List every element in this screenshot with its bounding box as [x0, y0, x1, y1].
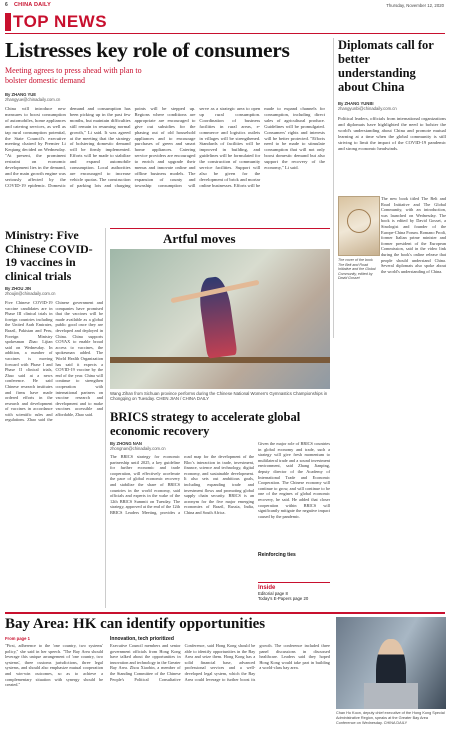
- ministry-divider: [105, 228, 106, 608]
- diplomats-headline: Diplomats call for better understanding about China: [338, 38, 434, 94]
- brics-body: The BRICS strategy for economic partnership until 2025, a key guideline for further economic and trade cooperation, will effectively accelerate the pace of global economic recovery and stabilize the share of BRICS countries in the world economy, said officials and experts in the wake of the 12th BRICS Summit on Tuesday. The strategy, approved at the end of the 12th BRICS Leaders Meeting, provides a road map for the development of the Bloc's interaction in trade, investment, finance, science and technology, digital economy, and sustainable development. It also sets out ambitious goals, including expanding trade and investment flows and promoting global supply chain security. BRICS is an acronym for the five major emerging economies of Brazil, Russia, India, China and South Africa.: [110, 454, 254, 515]
- bayarea-body-2: Executive Council members and senior government officials from Hong Kong have talked about the opportunities in innovation and technology in the Greater Bay Area. Zhou Xiaobin, a member of the Standing Committee of the Chinese People's Political Consultative Conference, said Hong Kong should be able to identify opportunities in the Bay Area and seize them. Hong Kong has a solid financial base, advanced professional services and a well-developed legal system, which the Bay Area could leverage to further boost its growth. The conference included three panel discussions in discussed healthcare. Leaders said they hoped Hong Kong would take part in building a world-class bay area.: [110, 643, 330, 682]
- brics-body-3: [258, 560, 330, 580]
- diplomats-divider: [333, 38, 334, 338]
- byline-email: zhongnan@chinadaily.com.cn: [110, 446, 166, 452]
- brics-body-2: Given the major role of BRICS countries in global economy and trade, such a strategy will give fresh momentum to multilateral trade and a sound investment environment, said Zhang Jianping, deputy director of the Academy of International Trade and Economic Cooperation. The Chinese economy will continue to grow, and will continue to be one of the engines of global economic recovery, he said. He added that closer cooperation within BRICS will significantly mitigate the negative impact caused by the pandemic.: [258, 441, 330, 519]
- byline-name: By ZHANG YUE: [5, 92, 37, 97]
- inside-label: Inside: [258, 585, 276, 591]
- brics-byline: [110, 441, 180, 451]
- podium: [364, 683, 418, 709]
- diplomats-body: Political leaders, officials from international organizations and diplomats have highlighted the need to bolster the world's understanding about China and promote mutual learning at a time when the global community is still striving to limit the impact of the COVID-19 pandemic and strong economic headwinds.: [338, 116, 446, 151]
- lead-byline: [5, 92, 65, 102]
- diplomats-byline: [338, 101, 446, 111]
- diplomats-continued: [338, 340, 446, 608]
- inside-box: [258, 582, 330, 608]
- inside-rule: [258, 582, 330, 583]
- artful-caption: Wang Zihan from Sichuan province performs during the Chinese National Women's Gymnastics Championships in Chongqing on Tuesday. CHEN JIAN / CHINA DAILY: [110, 391, 328, 402]
- artful-label: Artful moves: [163, 231, 236, 246]
- diplomats-body-2: The new book titled The Belt and Road Initiative and The Global Community, with an introduction, was launched on Wednesday. The book is edited by David Gosset, a Sinologist and founder of the Europe-China Forum. Romano Prodi, former Italian prime minister and former president of the European Commission, said in the video link during the book's online release that people should understand China. Several diplomats also spoke about the world's understanding of China.: [381, 196, 446, 274]
- artful-rule: [110, 228, 330, 229]
- bayarea-from: From page 1: [5, 636, 30, 641]
- byline-name: By ZHANG YUNBI: [338, 101, 374, 106]
- inside-item[interactable]: Editorial page 8: [258, 591, 288, 596]
- page-number: 6: [5, 2, 8, 8]
- brics-headline: BRICS strategy to accelerate global economic recovery: [110, 410, 301, 438]
- gymnast-photo: [110, 249, 330, 389]
- bayarea-subhead: Innovation, tech prioritized: [110, 636, 174, 642]
- diplomats-body-3: [381, 258, 446, 338]
- bayarea-photo-caption: Chan Ho Koon, deputy chief executive of the Hong Kong Special Administrative Region, speaks at the Greater Bay Area Conference on Wednesday. CHINA DAILY: [336, 711, 445, 725]
- brics-subhead: Reinforcing ties: [258, 552, 296, 558]
- section-title: TOP NEWS: [13, 12, 108, 31]
- lead-body: China will introduce new measures to boost consumption of automobiles, home appliances and catering services, as well as tap rural consumption potential, the State Council's executive meeting chaired by Premier Li Keqiang decided on Wednesday. "At present, the prominent restraint on economic development lies in the demand, and the main growth engine was seriously affected by the COVID-19 epidemic. Domestic demand and consumption has been picking up in the past few months, but maintain difficulties still remain in resuming normal growth," Li said. It was agreed at the meeting that the strategy of bolstering domestic demand will be firmly implemented. Efforts will be made to stabilize and expand automobile consumption. Local authorities are encouraged to increase vehicle quotas. The construction of parking lots and charging points will be stepped up. Regions where conditions are appropriate are encouraged to give out subsidies for the phasing out of old household appliances and to encourage purchases of green and smart home appliances. Catering service providers are encouraged to enrich and upgrade their menus and innovate online and offline business models. The expansion of county and township consumption will serve as a strategic area to open up rural consumption. Coordination of business facilities in rural areas, e-commerce and logistics outlets in villages will be strengthened. Standards of facilities will be improved in building, and guidelines will be formulated for the construction of community service facilities. Support will also be given for the development of brick and mortar online businesses. Efforts will be made to expand channels for consumption, including direct sales of agricultural produce. Guidelines will be promulgated. Consumers' rights and interests will be better protected. "Efforts need to be made to stimulate consumption that will not only boost domestic demand but also support the recovery of the economy," Li said.: [5, 106, 325, 188]
- issue-date: Thursday, November 12, 2020: [386, 3, 444, 8]
- book-cover-image: [338, 196, 380, 256]
- beam: [110, 357, 330, 363]
- lead-headline: Listresses key role of consumers: [5, 38, 290, 62]
- section-bar: [5, 13, 11, 31]
- ministry-headline: Ministry: Five Chinese COVID-19 vaccines in clinical trials: [5, 228, 93, 283]
- bayarea-body: "First, adherence to the 'one country, two systems' policy," she said in her speech. "The Bay Area should leverage this unique arrangement of 'one country, two systems', three customs jurisdictions, three legal systems, and should also emphasize mutual cooperation and win-win outcomes, so as to achieve a complementary situation with synergy should be created.": [5, 643, 103, 688]
- ministry-body: Five Chinese COVID-19 vaccine candidates are in Phase III clinical trials in foreign countries including the United Arab Emirates, Brazil, Pakistan and Peru, Foreign Ministry spokesman Zhao Lijian said on Wednesday. In addition, a number of vaccines is moving forward with Phase I and Phase II clinical trials, Zhao said at a news conference. He said Chinese research institutes and firms have made ordered efforts in the research and development of vaccines in accordance with scientific rules and regulations. Zhao said the Chinese government and companies have promised that the vaccines will be made available as a global public good once they are developed and deployed in China. China supports COVAX to enable broad access to vaccines, the spokesman added. The World Health Organization has said it expects a COVID-19 vaccine by the end of the year. China will continue to strengthen cooperation with international partners on vaccine research and development and to make vaccines accessible and affordable, Zhao said.: [5, 300, 103, 423]
- book-photo-caption: The cover of the book The Belt and Road Initiative and the Global Community, edited by David Gosset: [338, 258, 376, 281]
- logo-text: CHINA DAILY: [14, 2, 51, 8]
- ministry-byline: [5, 286, 103, 296]
- inside-item[interactable]: Today's E-Papers page 20: [258, 596, 309, 602]
- bayarea-rule: [5, 612, 445, 614]
- logo: [14, 2, 51, 8]
- section-rule: [5, 33, 445, 34]
- byline-email: zhangyue@chinadaily.com.cn: [5, 97, 61, 103]
- byline-name: By ZHONG NAN: [110, 441, 142, 446]
- byline-name: By ZHOU JIN: [5, 286, 32, 291]
- bayarea-photo: [336, 617, 446, 709]
- byline-email: zhangyunbi@chinadaily.com.cn: [338, 106, 397, 112]
- bayarea-headline: Bay Area: HK can identify opportunities: [5, 616, 266, 632]
- lead-deck: Meeting agrees to press ahead with plan to bolster domestic demand: [5, 66, 142, 85]
- book-cover-ornament: [347, 209, 371, 233]
- byline-email: zhoujin@chinadaily.com.cn: [5, 291, 56, 297]
